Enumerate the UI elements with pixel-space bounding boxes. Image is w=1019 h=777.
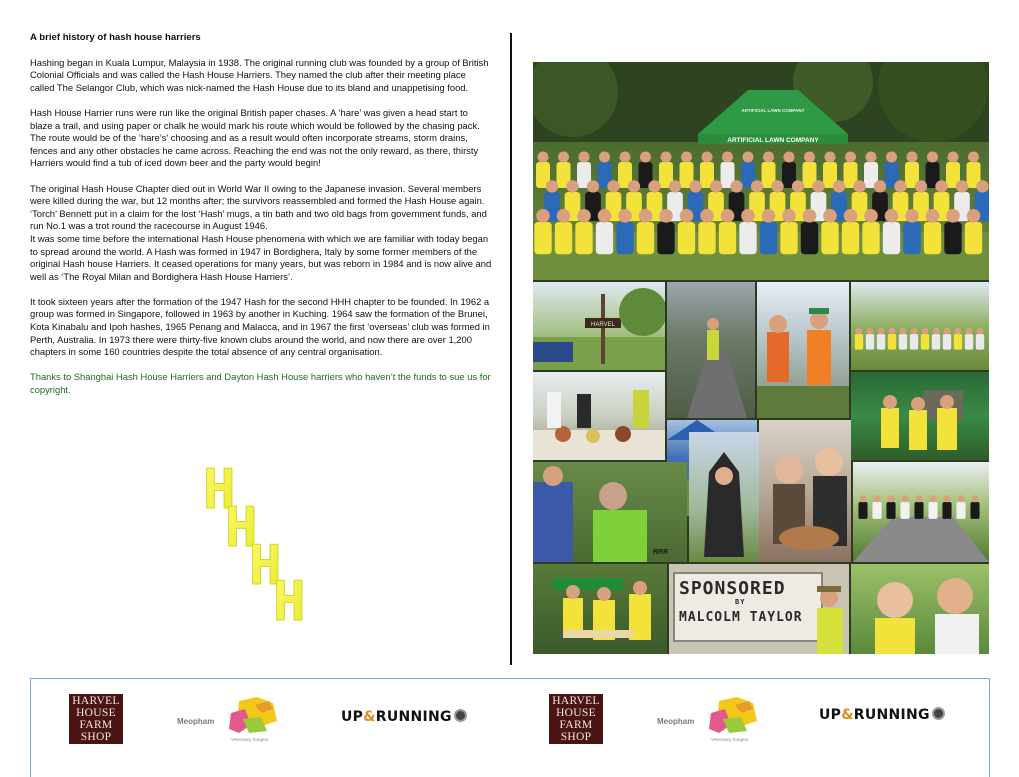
- person-figure: [899, 328, 907, 350]
- sponsored-line-1: SPONSORED: [679, 578, 786, 599]
- person-figure: [965, 209, 982, 254]
- person-figure: [575, 209, 592, 254]
- person-figure: [596, 209, 613, 254]
- svg-text:H: H: [273, 570, 306, 630]
- person-figure: [944, 209, 961, 254]
- lawn-stall-photo: [851, 372, 989, 460]
- person-figure: [719, 209, 736, 254]
- person-figure: [970, 495, 979, 519]
- svg-text:RRR: RRR: [653, 549, 669, 556]
- paragraph-war: The original Hash House Chapter died out in World War II owing to the Japanese invasion. Several members were killed during the war, but 12 months after; the survivors reassembled and formed the Hash House again. ‘Torch’ Bennett put in a claim for the lost ‘Hash’ mugs, a tin bath and two old bags from government funds, and run No.1 was a trot round the racecourse in August 1946.: [30, 182, 487, 232]
- man-in-hat: [669, 564, 849, 654]
- person-figure: [698, 209, 715, 254]
- paragraph-origin: Hashing began in Kuala Lumpur, Malaysia in 1938. The original running club was founded by a group of British Colonial Officials and was called the Hash House Harriers. They named the club after their meeting place called The Selangor Club, which was nick-named the Hash House due to its bland and unappetising food.: [30, 56, 489, 93]
- person-figure: [760, 209, 777, 254]
- person-figure: [910, 328, 918, 350]
- smiling-runners-scene: [851, 564, 989, 654]
- svg-text:H: H: [203, 460, 236, 521]
- harvel-farm-shop-logo-2: HARVEL HOUSE FARM SHOP: [549, 694, 603, 744]
- food-table-photo: [533, 372, 665, 460]
- person-figure: [903, 209, 920, 254]
- sponsor-bar: [30, 678, 990, 777]
- paragraph-spread: It was some time before the international Hash House phenomena with which we are familiar with today began to spread around the world. A Hash was formed in 1947 in Bordighera, Italy by some former members of the original Hash house Harriers. It ceased operations for many years, but was reborn in 1984 and is now alive and well as ‘The Royal Milan and Bordighera Hash House Harriers’.: [30, 232, 492, 282]
- person-figure: [858, 495, 867, 519]
- person-figure: [943, 328, 951, 350]
- food-table-scene: [533, 372, 665, 460]
- article: [30, 32, 492, 409]
- village-sign-scene: [533, 282, 665, 370]
- witch-costume-photo: [689, 432, 759, 562]
- person-figure: [801, 209, 818, 254]
- person-figure: [914, 495, 923, 519]
- svg-text:HARVEL: HARVEL: [591, 322, 615, 328]
- smiling-runners-photo: [851, 564, 989, 654]
- svg-text:ARTIFICIAL LAWN COMPANY: ARTIFICIAL LAWN COMPANY: [727, 137, 819, 144]
- person-figure: [883, 209, 900, 254]
- svg-text:ARTIFICIAL LAWN COMPANY: ARTIFICIAL LAWN COMPANY: [741, 108, 805, 113]
- vet-animals-icon: [657, 691, 767, 741]
- person-figure: [976, 328, 984, 350]
- person-figure: [932, 328, 940, 350]
- cake-ladies-photo: [759, 420, 851, 562]
- dressed-up-photo: [757, 282, 849, 418]
- vet-animals-icon: [177, 691, 287, 741]
- road-runners-photo: [853, 462, 989, 562]
- sponsored-line-3: MALCOLM TAYLOR: [679, 610, 803, 625]
- person-figure: [739, 209, 756, 254]
- person-figure: [928, 495, 937, 519]
- person-figure: [965, 328, 973, 350]
- person-figure: [900, 495, 909, 519]
- person-figure: [637, 209, 654, 254]
- person-figure: [872, 495, 881, 519]
- person-figure: [616, 209, 633, 254]
- thanks-note: Thanks to Shanghai Hash House Harriers and Dayton Hash House harriers who haven’t the funds to sue us for copyright.: [30, 371, 491, 396]
- hhh-letter-4: [273, 570, 306, 630]
- runner-road-scene: [667, 282, 755, 418]
- hhh-logo: [195, 460, 335, 630]
- witch-costume-scene: [689, 432, 759, 562]
- lawn-stall-scene: [851, 372, 989, 460]
- photo-collage: [533, 62, 989, 654]
- person-figure: [555, 209, 572, 254]
- runners-bottles-photo: [533, 462, 687, 562]
- crowd: [533, 150, 989, 280]
- sponsored-sign-photo: [669, 564, 849, 654]
- running-badge-icon: [454, 709, 467, 722]
- village-sign-photo: [533, 282, 665, 370]
- article-title: A brief history of hash house harriers: [30, 32, 201, 43]
- column-divider: [510, 33, 512, 665]
- person-figure: [855, 328, 863, 350]
- person-figure: [888, 328, 896, 350]
- paragraph-growth: It took sixteen years after the formation of the 1947 Hash for the second HHH chapter to be founded. In 1962 a group was formed in Singapore, followed in 1963 by another in Kuching. 1964 saw the formation of the Brunei, Kota Kinabalu and Ipoh hashes, 1965 Penang and Malacca, and in 1967 the first ‘overseas’ club was formed in Perth, Australia. In 1973 there were thirty-five known clubs around the world, and now there are over 1,200 chapters in some 160 countries despite the total absence of any central organisation.: [30, 295, 490, 358]
- person-figure: [780, 209, 797, 254]
- cake-ladies-scene: [759, 420, 851, 562]
- person-figure: [921, 328, 929, 350]
- person-figure: [886, 495, 895, 519]
- person-figure: [842, 209, 859, 254]
- person-figure: [866, 328, 874, 350]
- svg-text:H: H: [225, 496, 258, 559]
- bbq-table-scene: [533, 564, 667, 654]
- sponsored-line-2: BY: [735, 598, 746, 606]
- bbq-table-photo: [533, 564, 667, 654]
- person-figure: [954, 328, 962, 350]
- meopham-vet-logo-2: Meopham Veterinary Surgery: [657, 691, 767, 747]
- dressed-up-scene: [757, 282, 849, 418]
- up-and-running-logo-2: UP&RUNNING: [819, 707, 945, 723]
- person-figure: [924, 209, 941, 254]
- person-figure: [821, 209, 838, 254]
- person-figure: [877, 328, 885, 350]
- meopham-vet-logo: Meopham Veterinary Surgery: [177, 691, 287, 747]
- person-figure: [657, 209, 674, 254]
- runner-road-photo: [667, 282, 755, 418]
- race-start-photo: [851, 282, 989, 370]
- person-figure: [942, 495, 951, 519]
- person-figure: [678, 209, 695, 254]
- paragraph-paper-chase: Hash House Harrier runs were run like the original British paper chases. A ‘hare’ was given a head start to blaze a trail, and using paper or chalk he would mark his route which would be followed by the chasing pack. The route would be of the ‘hare’s’ choosing and as a result would often incorporate streams, storm drains, fences and any other obstacles he came across. Reaching the end was not the only reward, as there, thirsty Harriers would find a tub of iced down beer and the party would begin!: [30, 106, 480, 169]
- race-start-scene: [851, 282, 989, 370]
- svg-text:H: H: [249, 534, 282, 597]
- person-figure: [956, 495, 965, 519]
- person-figure: [862, 209, 879, 254]
- up-and-running-logo: UP&RUNNING: [341, 709, 467, 725]
- running-badge-icon: [932, 707, 945, 720]
- harvel-farm-shop-logo: HARVEL HOUSE FARM SHOP: [69, 694, 123, 744]
- runners-bottles-scene: [533, 462, 687, 562]
- group-photo: [533, 62, 989, 280]
- road-runners-scene: [853, 462, 989, 562]
- person-figure: [534, 209, 551, 254]
